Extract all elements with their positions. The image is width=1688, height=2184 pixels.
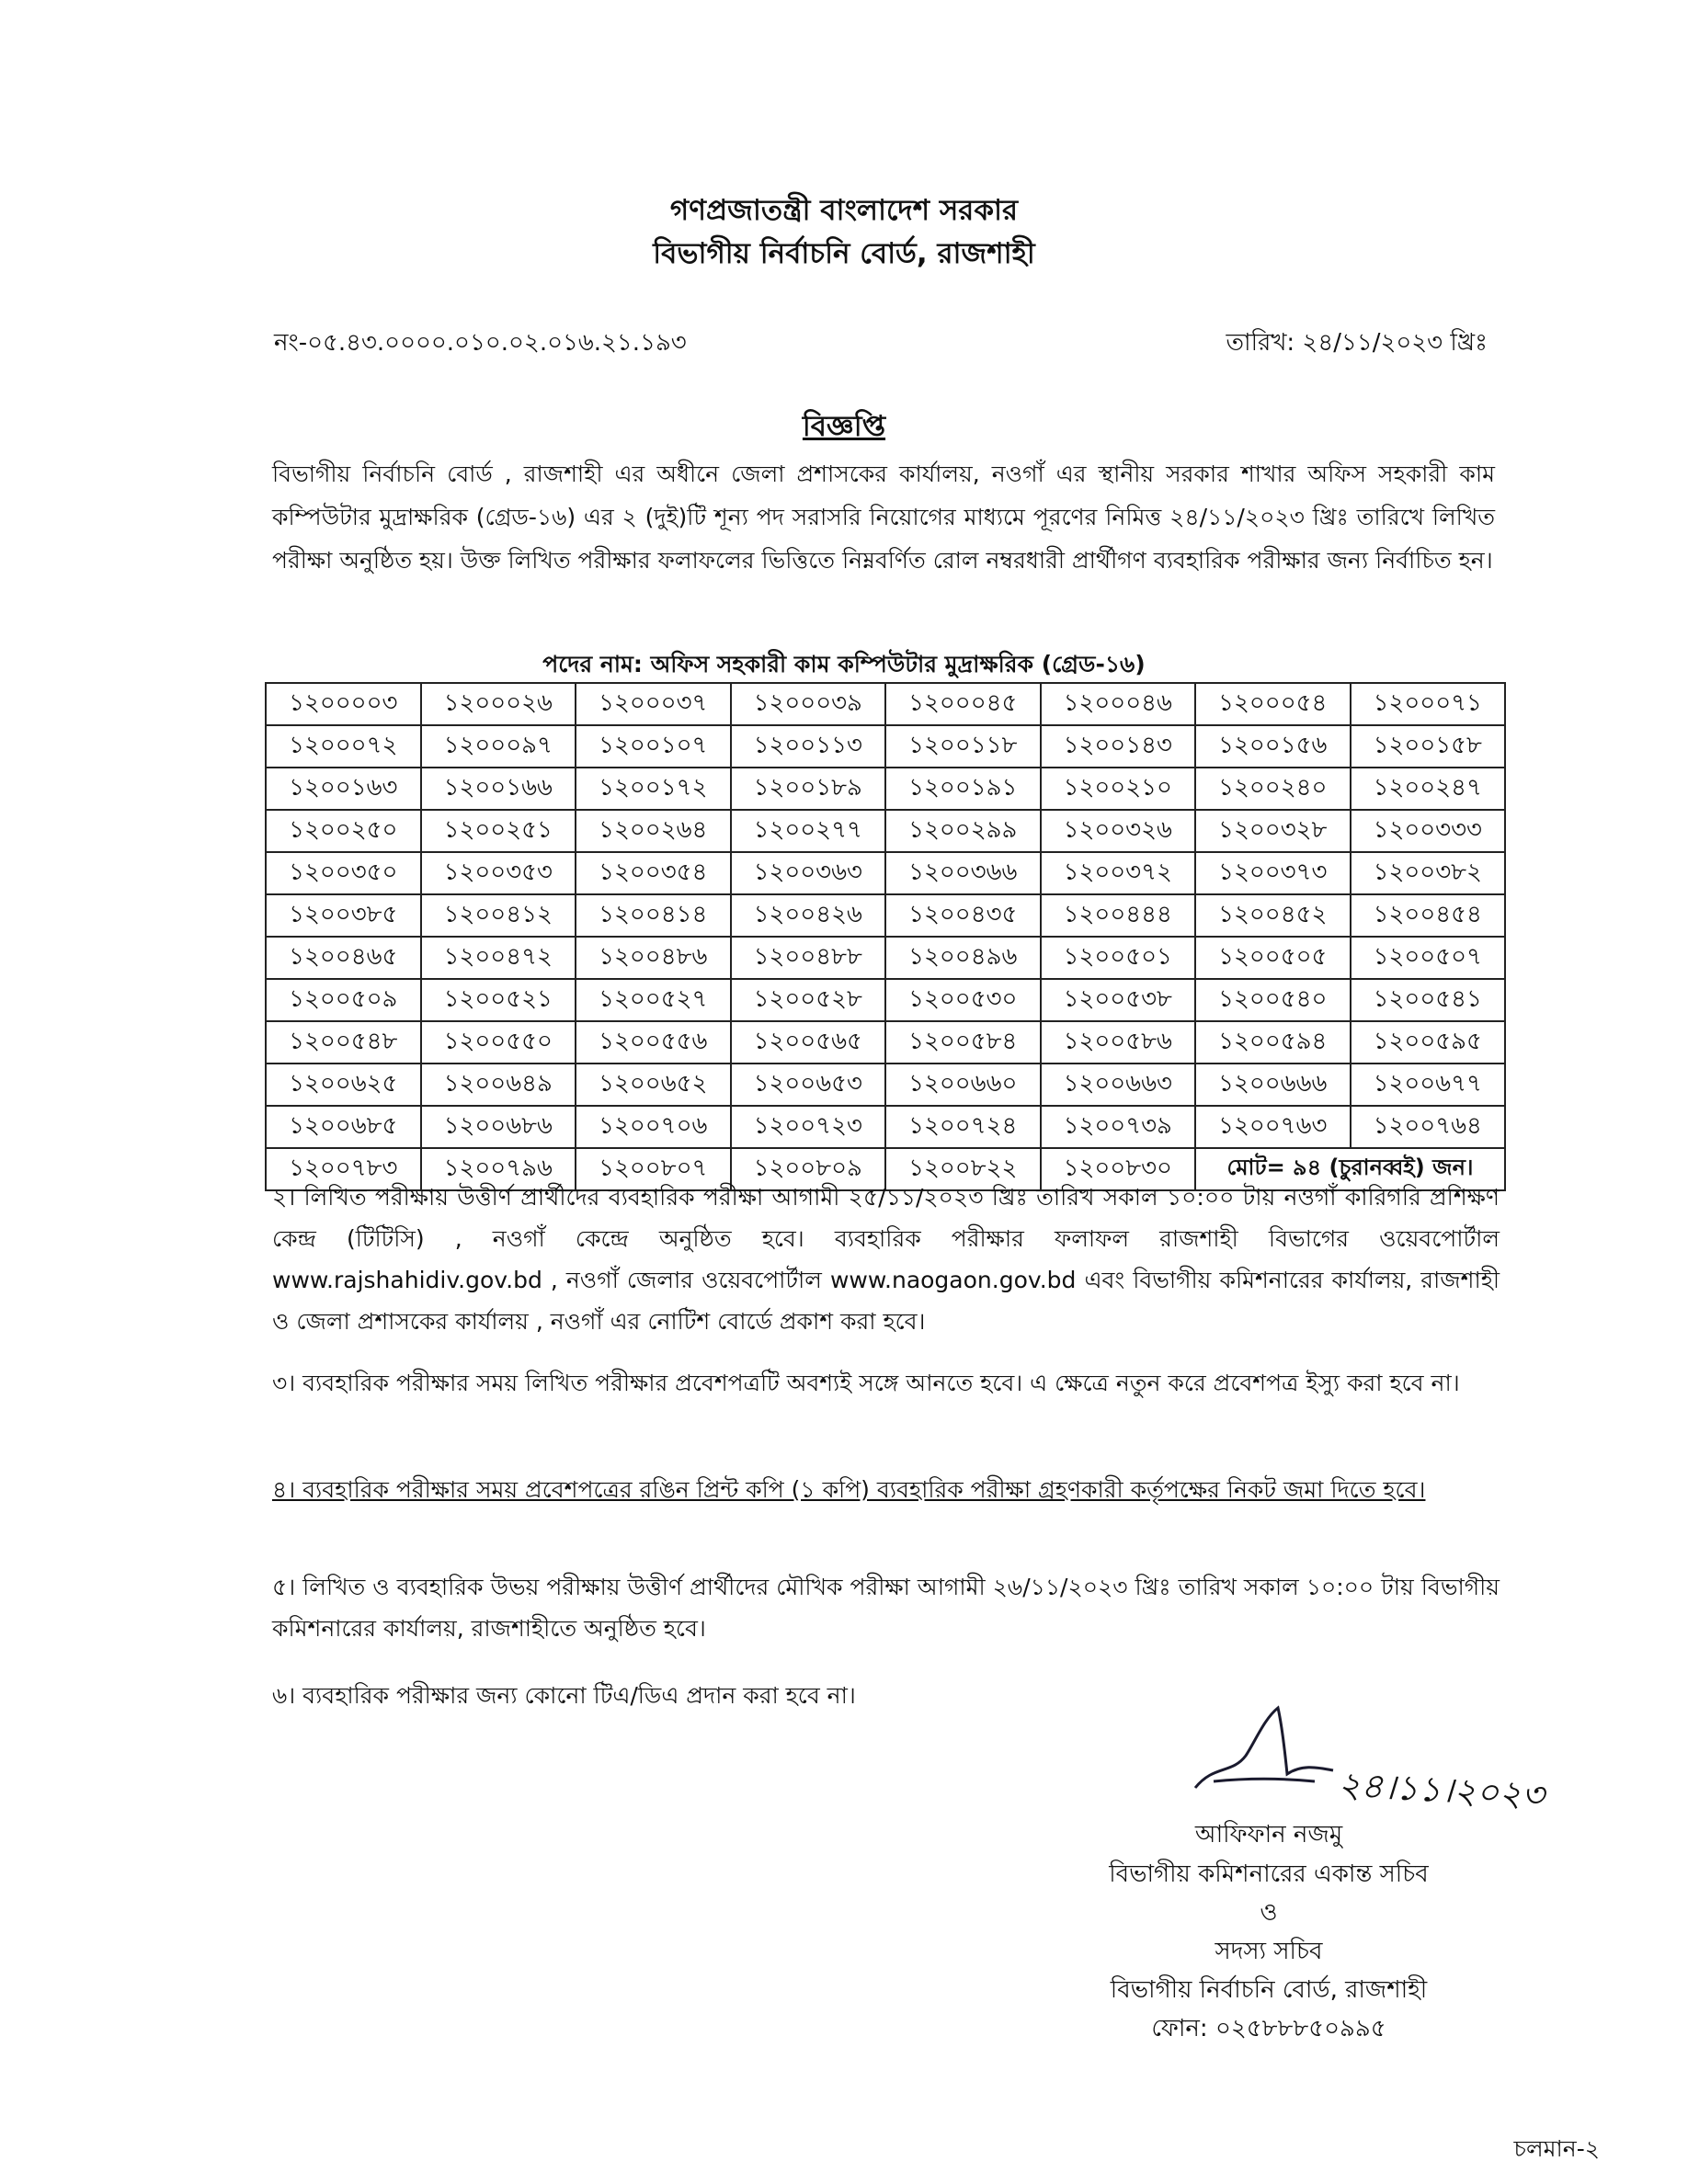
roll-cell: ১২০০৬৮৫: [266, 1106, 421, 1148]
notice-date: তারিখ: ২৪/১১/২০২৩ খ্রিঃ: [1226, 329, 1488, 357]
table-row: [266, 725, 1505, 768]
roll-cell: ১২০০১৭২: [576, 768, 731, 810]
roll-cell: ১২০০৫০৭: [1351, 937, 1506, 979]
roll-cell: ১২০০৫৫৬: [576, 1021, 731, 1064]
roll-cell: ১২০০৫৮৬: [1041, 1021, 1196, 1064]
roll-cell: ১২০০৪৫২: [1195, 894, 1351, 937]
roll-cell: ১২০০৮০৭: [576, 1148, 731, 1190]
roll-cell: ১২০০৩৮২: [1351, 852, 1506, 894]
roll-cell: ১২০০৫৩৮: [1041, 979, 1196, 1021]
roll-cell: ১২০০১১৩: [731, 725, 886, 768]
continued-marker: চলমান-২: [1513, 2135, 1600, 2162]
roll-cell: ১২০০০৯৭: [421, 725, 576, 768]
roll-number-table: [265, 682, 1506, 1191]
roll-cell: ১২০০৩৫৪: [576, 852, 731, 894]
roll-cell: ১২০০৬৬৬: [1195, 1064, 1351, 1106]
signer-name: আফিফান নজমু: [1194, 1821, 1343, 1848]
roll-cell: ১২০০১৯১: [885, 768, 1041, 810]
roll-cell: ১২০০৭৮৩: [266, 1148, 421, 1190]
roll-cell: ১২০০৭৯৬: [421, 1148, 576, 1190]
roll-cell: ১২০০৭২৪: [885, 1106, 1041, 1148]
roll-cell: ১২০০০৭১: [1351, 683, 1506, 725]
roll-cell: ১২০০২৭৭: [731, 810, 886, 852]
roll-cell: ১২০০৫৮৪: [885, 1021, 1041, 1064]
roll-cell: ১২০০৫০৯: [266, 979, 421, 1021]
memo-number: নং-০৫.৪৩.০০০০.০১০.০২.০১৬.২১.১৯৩: [274, 329, 687, 357]
roll-cell: ১২০০৮০৯: [731, 1148, 886, 1190]
roll-cell: ১২০০৬৬০: [885, 1064, 1041, 1106]
table-row: [266, 937, 1505, 979]
roll-cell: ১২০০৪৫৪: [1351, 894, 1506, 937]
roll-cell: ১২০০৩৬৬: [885, 852, 1041, 894]
roll-cell: ১২০০৫৫০: [421, 1021, 576, 1064]
table-row: [266, 894, 1505, 937]
roll-cell: ১২০০৫০১: [1041, 937, 1196, 979]
section-3: ৩। ব্যবহারিক পরীক্ষার সময় লিখিত পরীক্ষার প্রবেশপত্রটি অবশ্যই সঙ্গে আনতে হবে। এ ক্ষেত্রে নতুন করে প্রবেশপত্র ইস্যু করা হবে না।: [272, 1370, 1460, 1396]
roll-cell: ১২০০০৪৫: [885, 683, 1041, 725]
roll-cell: ১২০০৩২৮: [1195, 810, 1351, 852]
roll-cell: ১২০০৭২৩: [731, 1106, 886, 1148]
section-5: ৫। লিখিত ও ব্যবহারিক উভয় পরীক্ষায় উত্তীর্ণ প্রার্থীদের মৌখিক পরীক্ষা আগামী ২৬/১১/২০২৩ খ্রিঃ তারিখ সকাল ১০:০০ টায় বিভাগীয় কমিশনারের কার্যালয়, রাজশাহীতে অনুষ্ঠিত হবে।: [272, 1574, 1500, 1642]
roll-cell: ১২০০১৫৬: [1195, 725, 1351, 768]
roll-cell: ১২০০৭৬৪: [1351, 1106, 1506, 1148]
roll-cell: ১২০০৪৩৫: [885, 894, 1041, 937]
roll-cell: ১২০০৪১২: [421, 894, 576, 937]
roll-cell: ১২০০৬৫২: [576, 1064, 731, 1106]
table-row: [266, 1064, 1505, 1106]
roll-cell: ১২০০০৪৬: [1041, 683, 1196, 725]
roll-cell: ১২০০৬৭৭: [1351, 1064, 1506, 1106]
roll-cell: ১২০০০৫৪: [1195, 683, 1351, 725]
table-row: [266, 810, 1505, 852]
roll-cell: ১২০০৬৫৩: [731, 1064, 886, 1106]
section-6: ৬। ব্যবহারিক পরীক্ষার জন্য কোনো টিএ/ডিএ প্রদান করা হবে না।: [272, 1682, 856, 1709]
roll-cell: ১২০০২৫০: [266, 810, 421, 852]
roll-cell: ১২০০৬৮৬: [421, 1106, 576, 1148]
signer-office: বিভাগীয় নির্বাচনি বোর্ড, রাজশাহী: [1110, 1976, 1428, 2004]
roll-cell: ১২০০৪৯৬: [885, 937, 1041, 979]
signer-phone: ফোন: ০২৫৮৮৮৫০৯৯৫: [1151, 2015, 1386, 2042]
table-row: [266, 1106, 1505, 1148]
total-count-cell: মোট= ৯৪ (চুরানব্বই) জন।: [1195, 1148, 1505, 1190]
roll-cell: ১২০০৪১৪: [576, 894, 731, 937]
roll-cell: ১২০০১০৭: [576, 725, 731, 768]
notice-title: বিজ্ঞপ্তি: [802, 410, 886, 443]
roll-cell: ১২০০৫৪০: [1195, 979, 1351, 1021]
roll-cell: ১২০০৫২৭: [576, 979, 731, 1021]
roll-cell: ১২০০২৬৪: [576, 810, 731, 852]
roll-cell: ১২০০৪২৬: [731, 894, 886, 937]
roll-cell: ১২০০২৪৭: [1351, 768, 1506, 810]
roll-cell: ১২০০৪৭২: [421, 937, 576, 979]
roll-cell: ১২০০৫২৮: [731, 979, 886, 1021]
roll-cell: ১২০০০৭২: [266, 725, 421, 768]
roll-cell: ১২০০৩৬৩: [731, 852, 886, 894]
roll-cell: ১২০০১৬৬: [421, 768, 576, 810]
section-2: ২। লিখিত পরীক্ষায় উত্তীর্ণ প্রার্থীদের ব্যবহারিক পরীক্ষা আগামী ২৫/১১/২০২৩ খ্রিঃ তারিখ সকাল ১০:০০ টায় নওগাঁ কারিগরি প্রশিক্ষণ কেন্দ্র (টিটিসি) , নওগাঁ কেন্দ্রে অনুষ্ঠিত হবে। ব্যবহারিক পরীক্ষার ফলাফল রাজশাহী বিভাগের ওয়েবপোর্টাল www.rajshahidiv.gov.bd , নওগাঁ জেলার ওয়েবপোর্টাল www.naogaon.gov.bd এবং বিভাগীয় কমিশনারের কার্যালয়, রাজশাহী ও জেলা প্রশাসকের কার্যালয় , নওগাঁ এর নোটিশ বোর্ডে প্রকাশ করা হবে।: [272, 1184, 1500, 1335]
roll-cell: ১২০০৩৫০: [266, 852, 421, 894]
roll-cell: ১২০০০২৬: [421, 683, 576, 725]
roll-cell: ১২০০৮২২: [885, 1148, 1041, 1190]
roll-cell: ১২০০১৫৮: [1351, 725, 1506, 768]
signer-designation-2: সদস্য সচিব: [1215, 1938, 1323, 1965]
roll-cell: ১২০০৬৬৩: [1041, 1064, 1196, 1106]
roll-cell: ১২০০৩৮৫: [266, 894, 421, 937]
roll-cell: ১২০০২৯৯: [885, 810, 1041, 852]
board-heading: বিভাগীয় নির্বাচনি বোর্ড, রাজশাহী: [653, 237, 1035, 270]
signature-date: ২৪।১১।২০২৩: [1337, 1764, 1545, 1815]
table-row: [266, 768, 1505, 810]
govt-heading: গণপ্রজাতন্ত্রী বাংলাদেশ সরকার: [669, 194, 1019, 227]
roll-cell: ১২০০১৬৩: [266, 768, 421, 810]
table-row: [266, 979, 1505, 1021]
roll-cell: ১২০০১৪৩: [1041, 725, 1196, 768]
section-4: ৪। ব্যবহারিক পরীক্ষার সময় প্রবেশপত্রের রঙিন প্রিন্ট কপি (১ কপি) ব্যবহারিক পরীক্ষা গ্রহণকারী কর্তৃপক্ষের নিকট জমা দিতে হবে।: [272, 1476, 1426, 1503]
roll-cell: ১২০০৩৭৩: [1195, 852, 1351, 894]
roll-cell: ১২০০৫২১: [421, 979, 576, 1021]
table-row: [266, 852, 1505, 894]
roll-cell: ১২০০৪৮৮: [731, 937, 886, 979]
roll-cell: ১২০০০০৩: [266, 683, 421, 725]
roll-cell: ১২০০৬২৫: [266, 1064, 421, 1106]
roll-cell: ১২০০৮৩০: [1041, 1148, 1196, 1190]
roll-cell: ১২০০৫৯৪: [1195, 1021, 1351, 1064]
roll-cell: ১২০০৩২৬: [1041, 810, 1196, 852]
roll-cell: ১২০০৫৯৫: [1351, 1021, 1506, 1064]
roll-cell: ১২০০০৩৯: [731, 683, 886, 725]
roll-cell: ১২০০২৫১: [421, 810, 576, 852]
roll-cell: ১২০০৪৬৫: [266, 937, 421, 979]
roll-cell: ১২০০৬৪৯: [421, 1064, 576, 1106]
roll-cell: ১২০০৫৪১: [1351, 979, 1506, 1021]
intro-paragraph: বিভাগীয় নির্বাচনি বোর্ড , রাজশাহী এর অধীনে জেলা প্রশাসকের কার্যালয়, নওগাঁ এর স্থানীয় সরকার শাখার অফিস সহকারী কাম কম্পিউটার মুদ্রাক্ষরিক (গ্রেড-১৬) এর ২ (দুই)টি শূন্য পদ সরাসরি নিয়োগের মাধ্যমে পূরণের নিমিত্ত ২৪/১১/২০২৩ খ্রিঃ তারিখে লিখিত পরীক্ষা অনুষ্ঠিত হয়। উক্ত লিখিত পরীক্ষার ফলাফলের ভিত্তিতে নিম্নবর্ণিত রোল নম্বরধারী প্রার্থীগণ ব্যবহারিক পরীক্ষার জন্য নির্বাচিত হন।: [272, 461, 1495, 574]
roll-cell: ১২০০৭০৬: [576, 1106, 731, 1148]
signer-conjunction: ও: [1260, 1899, 1278, 1927]
roll-cell: ১২০০৫৬৫: [731, 1021, 886, 1064]
table-row: [266, 1021, 1505, 1064]
signer-designation-1: বিভাগীয় কমিশনারের একান্ত সচিব: [1109, 1860, 1429, 1888]
roll-cell: ১২০০৪৪৪: [1041, 894, 1196, 937]
roll-cell: ১২০০০৩৭: [576, 683, 731, 725]
roll-cell: ১২০০৭৩৯: [1041, 1106, 1196, 1148]
roll-cell: ১২০০৩৩৩: [1351, 810, 1506, 852]
roll-cell: ১২০০১১৮: [885, 725, 1041, 768]
roll-cell: ১২০০২১০: [1041, 768, 1196, 810]
roll-cell: ১২০০৫০৫: [1195, 937, 1351, 979]
roll-cell: ১২০০৫৪৮: [266, 1021, 421, 1064]
post-caption: পদের নাম: অফিস সহকারী কাম কম্পিউটার মুদ্রাক্ষরিক (গ্রেড-১৬): [542, 651, 1146, 677]
roll-cell: ১২০০১৮৯: [731, 768, 886, 810]
roll-cell: ১২০০৭৬৩: [1195, 1106, 1351, 1148]
roll-cell: ১২০০৪৮৬: [576, 937, 731, 979]
signature-mark: [1177, 1701, 1361, 1802]
roll-cell: ১২০০৫৩০: [885, 979, 1041, 1021]
table-row: [266, 683, 1505, 725]
roll-cell: ১২০০৩৫৩: [421, 852, 576, 894]
roll-cell: ১২০০২৪০: [1195, 768, 1351, 810]
roll-cell: ১২০০৩৭২: [1041, 852, 1196, 894]
